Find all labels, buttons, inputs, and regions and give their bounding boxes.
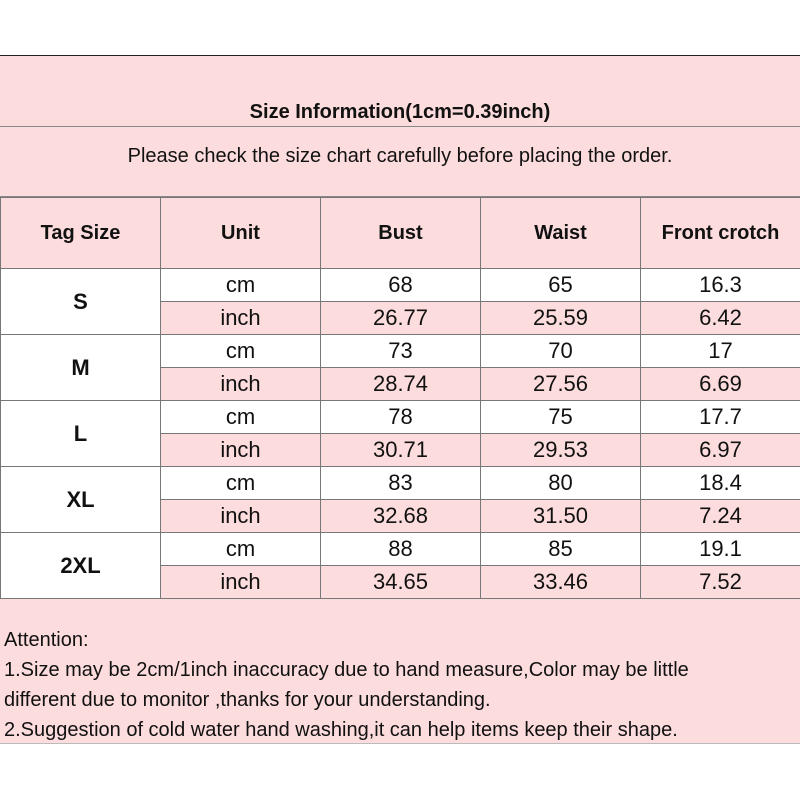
attention-line: 1.Size may be 2cm/1inch inaccuracy due to hand measure,Color may be little bbox=[4, 659, 689, 681]
tag-size-cell: M bbox=[1, 335, 161, 401]
waist-cell: 65 bbox=[481, 269, 641, 302]
unit-cell: inch bbox=[161, 566, 321, 599]
header-tag-size: Tag Size bbox=[1, 198, 161, 269]
unit-cell: inch bbox=[161, 368, 321, 401]
front-crotch-cell: 17.7 bbox=[641, 401, 800, 434]
waist-cell: 75 bbox=[481, 401, 641, 434]
table-row bbox=[1, 269, 800, 302]
chart-subtitle: Please check the size chart carefully before placing the order. bbox=[0, 127, 800, 197]
unit-cell: cm bbox=[161, 335, 321, 368]
tag-size-cell: 2XL bbox=[1, 533, 161, 599]
chart-title: Size Information(1cm=0.39inch) bbox=[0, 55, 800, 127]
table-row bbox=[1, 401, 800, 434]
header-waist: Waist bbox=[481, 198, 641, 269]
tag-size-cell: S bbox=[1, 269, 161, 335]
front-crotch-cell: 6.97 bbox=[641, 434, 800, 467]
unit-cell: cm bbox=[161, 533, 321, 566]
waist-cell: 33.46 bbox=[481, 566, 641, 599]
waist-cell: 31.50 bbox=[481, 500, 641, 533]
front-crotch-cell: 18.4 bbox=[641, 467, 800, 500]
front-crotch-cell: 6.69 bbox=[641, 368, 800, 401]
unit-cell: cm bbox=[161, 467, 321, 500]
bust-cell: 32.68 bbox=[321, 500, 481, 533]
waist-cell: 70 bbox=[481, 335, 641, 368]
bust-cell: 68 bbox=[321, 269, 481, 302]
header-bust: Bust bbox=[321, 198, 481, 269]
header-front-crotch: Front crotch bbox=[641, 198, 800, 269]
bottom-border-line bbox=[0, 743, 800, 744]
size-chart-sheet bbox=[0, 55, 800, 744]
bust-cell: 73 bbox=[321, 335, 481, 368]
table-row bbox=[1, 533, 800, 566]
table-row bbox=[1, 335, 800, 368]
bust-cell: 28.74 bbox=[321, 368, 481, 401]
unit-cell: cm bbox=[161, 269, 321, 302]
attention-line: different due to monitor ,thanks for your understanding. bbox=[4, 689, 491, 711]
attention-heading: Attention: bbox=[4, 629, 89, 651]
front-crotch-cell: 17 bbox=[641, 335, 800, 368]
unit-cell: inch bbox=[161, 302, 321, 335]
table-row bbox=[1, 467, 800, 500]
waist-cell: 27.56 bbox=[481, 368, 641, 401]
tag-size-cell: L bbox=[1, 401, 161, 467]
table-header-row bbox=[1, 198, 800, 269]
front-crotch-cell: 7.24 bbox=[641, 500, 800, 533]
size-table bbox=[0, 197, 800, 599]
front-crotch-cell: 19.1 bbox=[641, 533, 800, 566]
bust-cell: 83 bbox=[321, 467, 481, 500]
waist-cell: 80 bbox=[481, 467, 641, 500]
unit-cell: inch bbox=[161, 500, 321, 533]
unit-cell: inch bbox=[161, 434, 321, 467]
waist-cell: 29.53 bbox=[481, 434, 641, 467]
front-crotch-cell: 7.52 bbox=[641, 566, 800, 599]
bust-cell: 26.77 bbox=[321, 302, 481, 335]
header-unit: Unit bbox=[161, 198, 321, 269]
bust-cell: 34.65 bbox=[321, 566, 481, 599]
tag-size-cell: XL bbox=[1, 467, 161, 533]
front-crotch-cell: 16.3 bbox=[641, 269, 800, 302]
attention-notes bbox=[4, 625, 794, 745]
front-crotch-cell: 6.42 bbox=[641, 302, 800, 335]
bust-cell: 30.71 bbox=[321, 434, 481, 467]
unit-cell: cm bbox=[161, 401, 321, 434]
waist-cell: 85 bbox=[481, 533, 641, 566]
waist-cell: 25.59 bbox=[481, 302, 641, 335]
attention-line: 2.Suggestion of cold water hand washing,it can help items keep their shape. bbox=[4, 719, 678, 741]
bust-cell: 88 bbox=[321, 533, 481, 566]
bust-cell: 78 bbox=[321, 401, 481, 434]
